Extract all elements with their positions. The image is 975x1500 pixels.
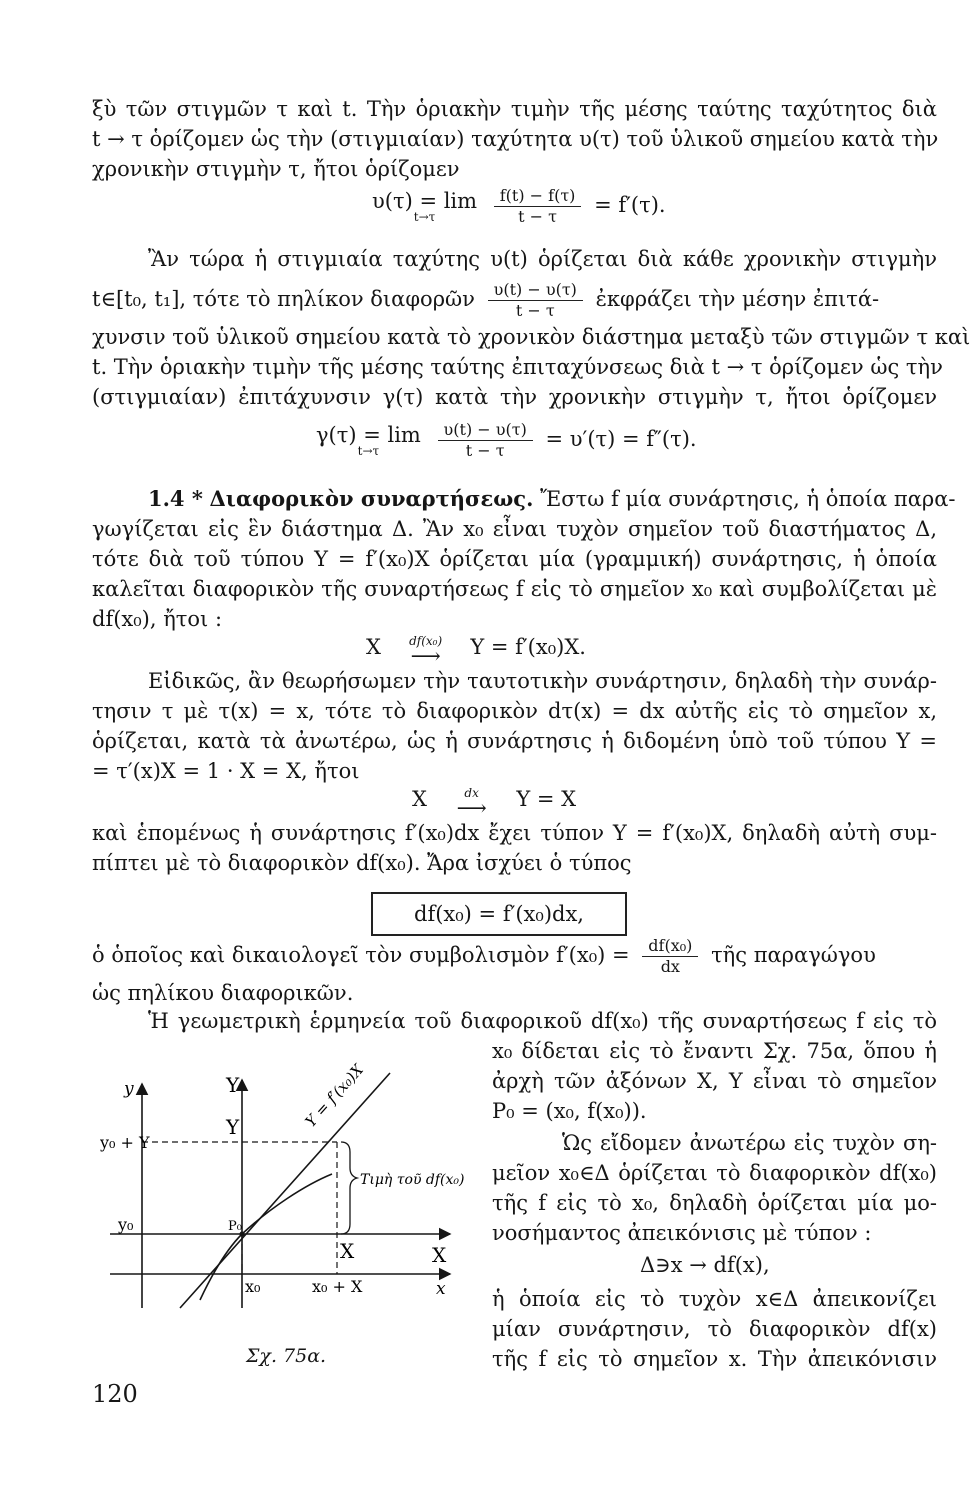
equation-velocity: υ(τ) = lim t→τ $\frac{f(t) - f(\tau)}{t - \tau}$ = f′(τ). [372, 186, 666, 226]
text-line: ὡς πηλίκου διαφορικῶν. [92, 981, 354, 1005]
page-number: 120 [92, 1380, 138, 1408]
figure-caption: Σχ. 75α. [246, 1345, 327, 1367]
label-tangent-line: Y = f′(x₀)X [301, 1060, 368, 1131]
mapping-df: X df(x₀) ⟶ Y = f′(x₀)X. [366, 633, 586, 668]
text-line: μεῖον x₀∈Δ ὁρίζεται τὸ διαφορικὸν df(x₀) [492, 1161, 937, 1185]
label-X-axis: X [432, 1243, 447, 1267]
text-line: τῆς f εἰς τὸ σημεῖον x. Τὴν ἀπεικόνισιν [492, 1347, 937, 1371]
text-line: μίαν συνάρτησιν, τὸ διαφορικὸν df(x) [492, 1317, 937, 1341]
label-x-axis: x [436, 1279, 446, 1299]
text-line: πίπτει μὲ τὸ διαφορικὸν df(x₀). Ἄρα ἰσχύει ὁ τύπος [92, 851, 632, 875]
text-line: καλεῖται διαφορικὸν τῆς συναρτήσεως f εἰς τὸ σημεῖον x₀ καὶ συμβολίζεται μὲ [92, 577, 937, 601]
mapping-differential: Δ∋x → df(x), [640, 1253, 770, 1277]
text-line: τῆς f εἰς τὸ x₀, δηλαδὴ ὁρίζεται μία μο- [492, 1191, 937, 1215]
text-line: ἡ ὁποία εἰς τὸ τυχὸν x∈Δ ἀπεικονίζει [492, 1287, 937, 1311]
label-y0: y₀ [118, 1215, 134, 1234]
text-line: t. Τὴν ὁριακὴν τιμὴν τῆς μέσης ταύτης ἐπιταχύνσεως διὰ t → τ ὁρίζομεν ὡς τὴν [92, 355, 943, 379]
mapping-dx: X dx ⟶ Y = X [412, 785, 577, 820]
text-line: Ὡς εἴδομεν ἀνωτέρω εἰς τυχὸν ση- [562, 1131, 937, 1155]
section-title: Διαφορικὸν συναρτήσεως. [209, 486, 534, 511]
label-Y-axis: Y [226, 1073, 240, 1097]
boxed-formula: df(x₀) = f′(x₀)dx, [371, 892, 627, 936]
label-y0-plus-Y: y₀ + Y [100, 1133, 150, 1152]
text-line: ὁρίζεται, κατὰ τὰ ἀνωτέρω, ὡς ἡ συνάρτησις ἡ διδομένη ὑπὸ τοῦ τύπου Y = [92, 729, 937, 753]
text-line: (στιγμιαίαν) ἐπιτάχυνσιν γ(τ) κατὰ τὴν χρονικὴν στιγμὴν τ, ἤτοι ὁρίζομεν [92, 385, 937, 409]
text-line: df(x₀), ἤτοι : [92, 607, 223, 631]
text-line: Ἂν τώρα ἡ στιγμιαία ταχύτης υ(t) ὁρίζεται διὰ κάθε χρονικὴν στιγμὴν [148, 247, 937, 271]
text-line: ξὺ τῶν στιγμῶν τ καὶ t. Τὴν ὁριακὴν τιμὴν τῆς μέσης ταύτης ταχύτητος διὰ [92, 97, 937, 121]
text-line: = τ′(x)X = 1 · X = X, ἤτοι [92, 759, 360, 783]
section-number: 1.4 * [148, 486, 203, 511]
text-line: Εἰδικῶς, ἂν θεωρήσωμεν τὴν ταυτοτικὴν συνάρτησιν, δηλαδὴ τὴν συνάρ- [148, 669, 937, 693]
text-line-with-fraction: t∈[t₀, t₁], τότε τὸ πηλίκον διαφορῶν $\frac{\upsilon(t) - \upsilon(\tau)}{t - \tau}$ ἐκφράζει τὴν μέσην ἐπιτά- [92, 280, 880, 320]
text-line: x₀ δίδεται εἰς τὸ ἔναντι Σχ. 75α, ὅπου ἡ [492, 1039, 937, 1063]
label-x0-plus-X: x₀ + X [312, 1277, 363, 1296]
tangent-line [180, 1073, 390, 1308]
brace [341, 1142, 357, 1234]
text-line: Ἡ γεωμετρικὴ ἑρμηνεία τοῦ διαφορικοῦ df(x₀) τῆς συναρτήσεως f εἰς τὸ [148, 1009, 937, 1033]
text-line-with-fraction: ὁ ὁποῖος καὶ δικαιολογεῖ τὸν συμβολισμὸν f′(x₀) = $\frac{\text{df(x₀)}}{dx}$ τῆς παραγώγου [92, 936, 876, 976]
text-line: χρονικὴν στιγμὴν τ, ἤτοι ὁρίζομεν [92, 157, 460, 181]
text-line: τησιν τ μὲ τ(x) = x, τότε τὸ διαφορικὸν dτ(x) = dx αὐτῆς εἰς τὸ σημεῖον x, [92, 699, 937, 723]
label-Y-mark: Y [226, 1115, 240, 1139]
text-line: t → τ ὁρίζομεν ὡς τὴν (στιγμιαίαν) ταχύτητα υ(τ) τοῦ ὑλικοῦ σημείου κατὰ τὴν [92, 127, 939, 151]
section-heading-line: 1.4 * Διαφορικὸν συναρτήσεως. Ἔστω f μία συνάρτησις, ἡ ὁποία παρα- [148, 486, 956, 511]
label-x0: x₀ [245, 1277, 261, 1296]
equation-acceleration: γ(τ) = lim t→τ $\frac{\upsilon(t) - \upsilon(\tau)}{t - \tau}$ = υ′(τ) = f″(τ). [316, 420, 697, 460]
text-line: χυνσιν τοῦ ὑλικοῦ σημείου κατὰ τὸ χρονικὸν διάστημα μεταξὺ τῶν στιγμῶν τ καὶ [92, 325, 971, 349]
text-line: τότε διὰ τοῦ τύπου Y = f′(x₀)X ὁρίζεται μία (γραμμική) συνάρτησις, ἡ ὁποία [92, 547, 937, 571]
text-line: γωγίζεται εἰς ἓν διάστημα Δ. Ἂν x₀ εἶναι τυχὸν σημεῖον τοῦ διαστήματος Δ, [92, 517, 937, 541]
label-y-axis: y [124, 1079, 134, 1099]
label-df-value: Τιμὴ τοῦ df(x₀) [360, 1172, 465, 1188]
text-line: νοσήμαντος ἀπεικόνισις μὲ τύπον : [492, 1221, 872, 1245]
label-P0: P₀ [228, 1219, 242, 1234]
text-line: P₀ = (x₀, f(x₀)). [492, 1099, 647, 1123]
text-line: καὶ ἑπομένως ἡ συνάρτησις f′(x₀)dx ἔχει τύπον Y = f′(x₀)X, δηλαδὴ αὐτὴ συμ- [92, 821, 937, 845]
label-X-mark: X [340, 1239, 355, 1263]
text-line: ἀρχὴ τῶν ἀξόνων X, Y εἶναι τὸ σημεῖον [492, 1069, 937, 1093]
figure-75a [100, 1048, 480, 1318]
